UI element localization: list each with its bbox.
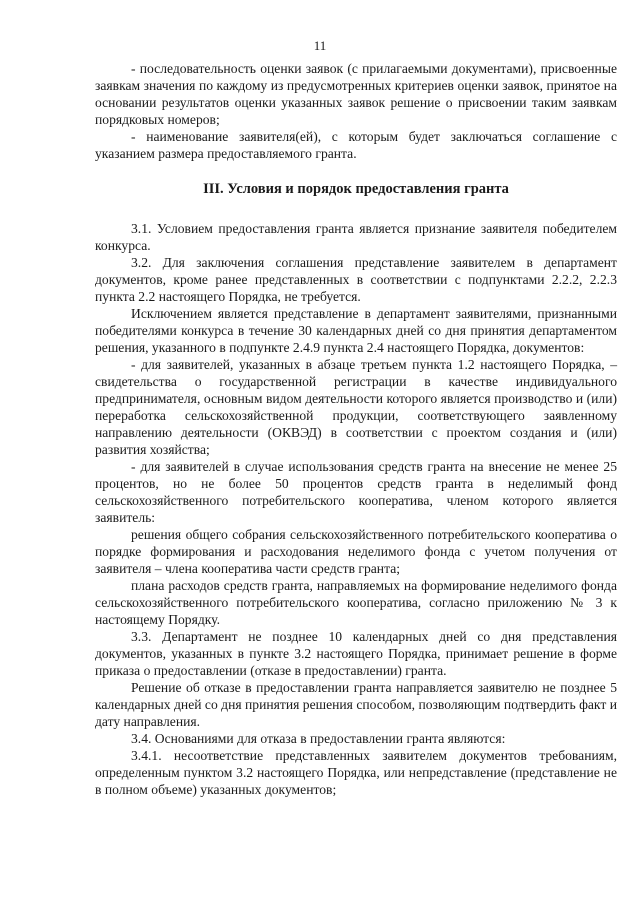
paragraph: 3.3. Департамент не позднее 10 календарных дней со дня представления документов, указанных в пункте 3.2 настоящего Порядка, принимает решение в форме приказа о предоставлении (отказе в предоставлении) гранта. [95,629,617,678]
paragraph: - для заявителей, указанных в абзаце третьем пункта 1.2 настоящего Порядка, – свидетельства о государственной регистрации в качестве индивидуального предпринимателя, основным видом деятельности которого является производство и (или) переработка сельскохозяйственной продукции, соответствующего заявленному направлению деятельности (ОКВЭД) в соответствии с проектом создания и (или) развития хозяйства; [95,357,617,457]
paragraph: 3.4. Основаниями для отказа в предоставлении гранта являются: [131,731,506,746]
paragraph: решения общего собрания сельскохозяйственного потребительского кооператива о порядке формирования и расходования неделимого фонда с учетом получения от заявителя – члена кооператива части средств гранта; [95,527,617,576]
paragraph: Решение об отказе в предоставлении гранта направляется заявителю не позднее 5 календарных дней со дня принятия решения способом, позволяющим подтвердить факт и дату направления. [95,680,617,729]
paragraph: - последовательность оценки заявок (с прилагаемыми документами), присвоенные заявкам значения по каждому из предусмотренных критериев оценки заявок, принятое на основании результатов оценки указанных заявок решение о присвоении таким заявкам порядковых номеров; [95,61,617,127]
paragraph: 3.4.1. несоответствие представленных заявителем документов требованиям, определенным пунктом 3.2 настоящего Порядка, или непредставление (представление не в полном объеме) указанных документов; [95,748,617,797]
paragraph: 3.1. Условием предоставления гранта является признание заявителя победителем конкурса. [95,221,617,253]
section-title: III. Условия и порядок предоставления гранта [203,181,509,197]
paragraph: - наименование заявителя(ей), с которым будет заключаться соглашение с указанием размера предоставляемого гранта. [95,129,617,161]
section-block [95,181,617,198]
paragraph: 3.2. Для заключения соглашения представление заявителем в департамент документов, кроме ранее представленных в соответствии с подпунктами 2.2.2, 2.2.3 пункта 2.2 настоящего Порядка, не требуется. [95,255,617,304]
top-text-block [95,60,617,162]
paragraph: Исключением является представление в департамент заявителями, признанными победителями конкурса в течение 30 календарных дней со дня принятия департаментом решения, указанного в подпункте 2.4.9 пункта 2.4 настоящего Порядка, документов: [95,306,617,355]
body-text-block [95,220,617,798]
paragraph: плана расходов средств гранта, направляемых на формирование неделимого фонда сельскохозяйственного потребительского кооператива, согласно приложению № 3 к настоящему Порядку. [95,578,617,627]
page-number: 11 [313,38,327,53]
paragraph: - для заявителей в случае использования средств гранта на внесение не менее 25 процентов, но не более 50 процентов средств гранта в неделимый фонд сельскохозяйственного потребительского кооператива, членом которого является заявитель: [95,459,617,525]
